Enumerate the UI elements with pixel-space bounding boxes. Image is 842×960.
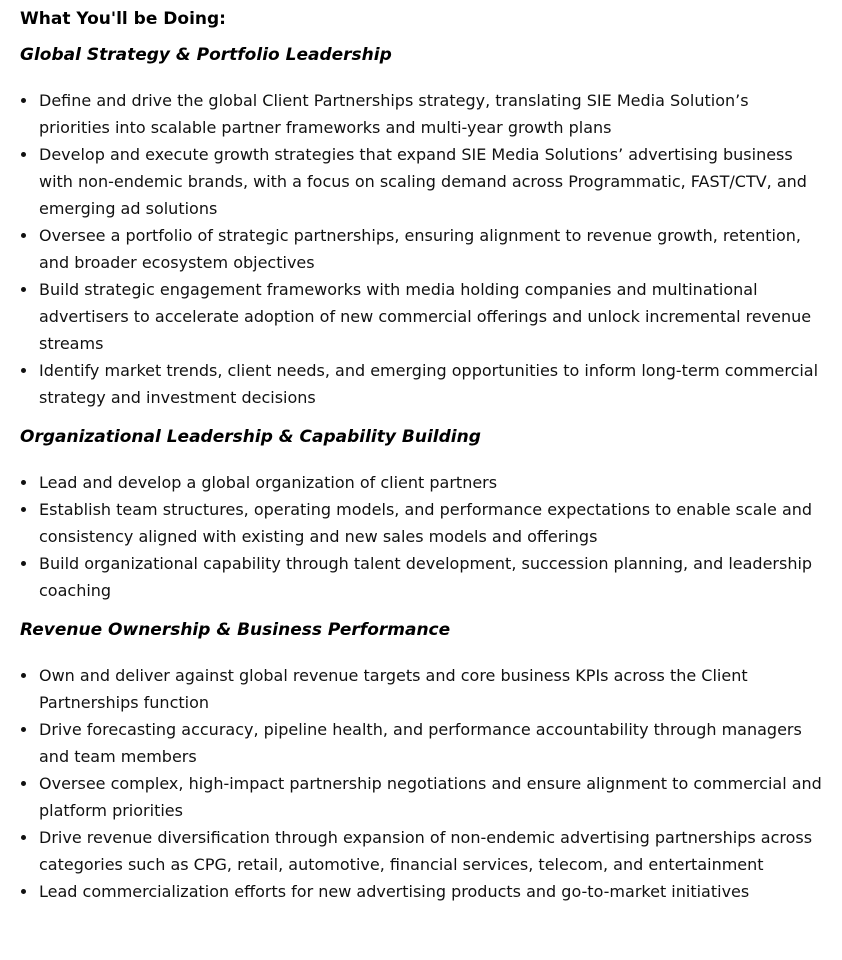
bullet-icon [21, 889, 26, 894]
list-item [20, 716, 822, 770]
list-item-text: Drive revenue diversification through expansion of non-endemic advertising partnerships across categories such as CPG, retail, automotive, financial services, telecom, and entertainment [39, 828, 813, 874]
list-item [20, 469, 822, 496]
list-item-text: Identify market trends, client needs, and emerging opportunities to inform long-term commercial strategy and investment decisions [39, 361, 819, 407]
section-heading: Organizational Leadership & Capability Building [20, 427, 481, 447]
list-item-text: Oversee complex, high-impact partnership negotiations and ensure alignment to commercial and platform priorities [39, 774, 822, 820]
bullet-icon [21, 673, 26, 678]
bullet-list [20, 662, 822, 905]
list-item [20, 496, 822, 550]
list-item [20, 276, 822, 357]
list-item [20, 357, 822, 411]
bullet-list [20, 87, 822, 411]
list-item [20, 878, 822, 905]
bullet-icon [21, 368, 26, 373]
bullet-icon [21, 727, 26, 732]
list-item-text: Define and drive the global Client Partnerships strategy, translating SIE Media Solution’s priorities into scalable partner frameworks and multi-year growth plans [39, 91, 749, 137]
list-item-text: Own and deliver against global revenue targets and core business KPIs across the Client Partnerships function [39, 666, 748, 712]
list-item-text: Develop and execute growth strategies that expand SIE Media Solutions’ advertising business with non-endemic brands, with a focus on scaling demand across Programmatic, FAST/CTV, and emerging ad solutions [39, 145, 807, 218]
list-item [20, 770, 822, 824]
list-item-text: Lead commercialization efforts for new advertising products and go-to-market initiatives [39, 882, 750, 901]
section-organizational-leadership [20, 424, 822, 604]
list-item [20, 222, 822, 276]
bullet-icon [21, 507, 26, 512]
bullet-icon [21, 835, 26, 840]
bullet-icon [21, 233, 26, 238]
list-item-text: Oversee a portfolio of strategic partnerships, ensuring alignment to revenue growth, retention, and broader ecosystem objectives [39, 226, 801, 272]
section-heading: Revenue Ownership & Business Performance [20, 620, 451, 640]
page-title: What You'll be Doing: [20, 9, 226, 29]
section-revenue-ownership [20, 617, 822, 905]
bullet-list [20, 469, 822, 604]
list-item-text: Establish team structures, operating models, and performance expectations to enable scale and consistency aligned with existing and new sales models and offerings [39, 500, 813, 546]
list-item [20, 141, 822, 222]
bullet-icon [21, 152, 26, 157]
list-item [20, 824, 822, 878]
list-item-text: Lead and develop a global organization of client partners [39, 473, 498, 492]
list-item-text: Build strategic engagement frameworks with media holding companies and multinational advertisers to accelerate adoption of new commercial offerings and unlock incremental revenue streams [39, 280, 812, 353]
bullet-icon [21, 561, 26, 566]
list-item [20, 550, 822, 604]
section-global-strategy [20, 42, 822, 411]
list-item-text: Build organizational capability through talent development, succession planning, and leadership coaching [39, 554, 813, 600]
bullet-icon [21, 287, 26, 292]
bullet-icon [21, 781, 26, 786]
list-item [20, 662, 822, 716]
bullet-icon [21, 98, 26, 103]
section-heading: Global Strategy & Portfolio Leadership [20, 45, 392, 65]
bullet-icon [21, 480, 26, 485]
list-item [20, 87, 822, 141]
list-item-text: Drive forecasting accuracy, pipeline health, and performance accountability through managers and team members [39, 720, 802, 766]
